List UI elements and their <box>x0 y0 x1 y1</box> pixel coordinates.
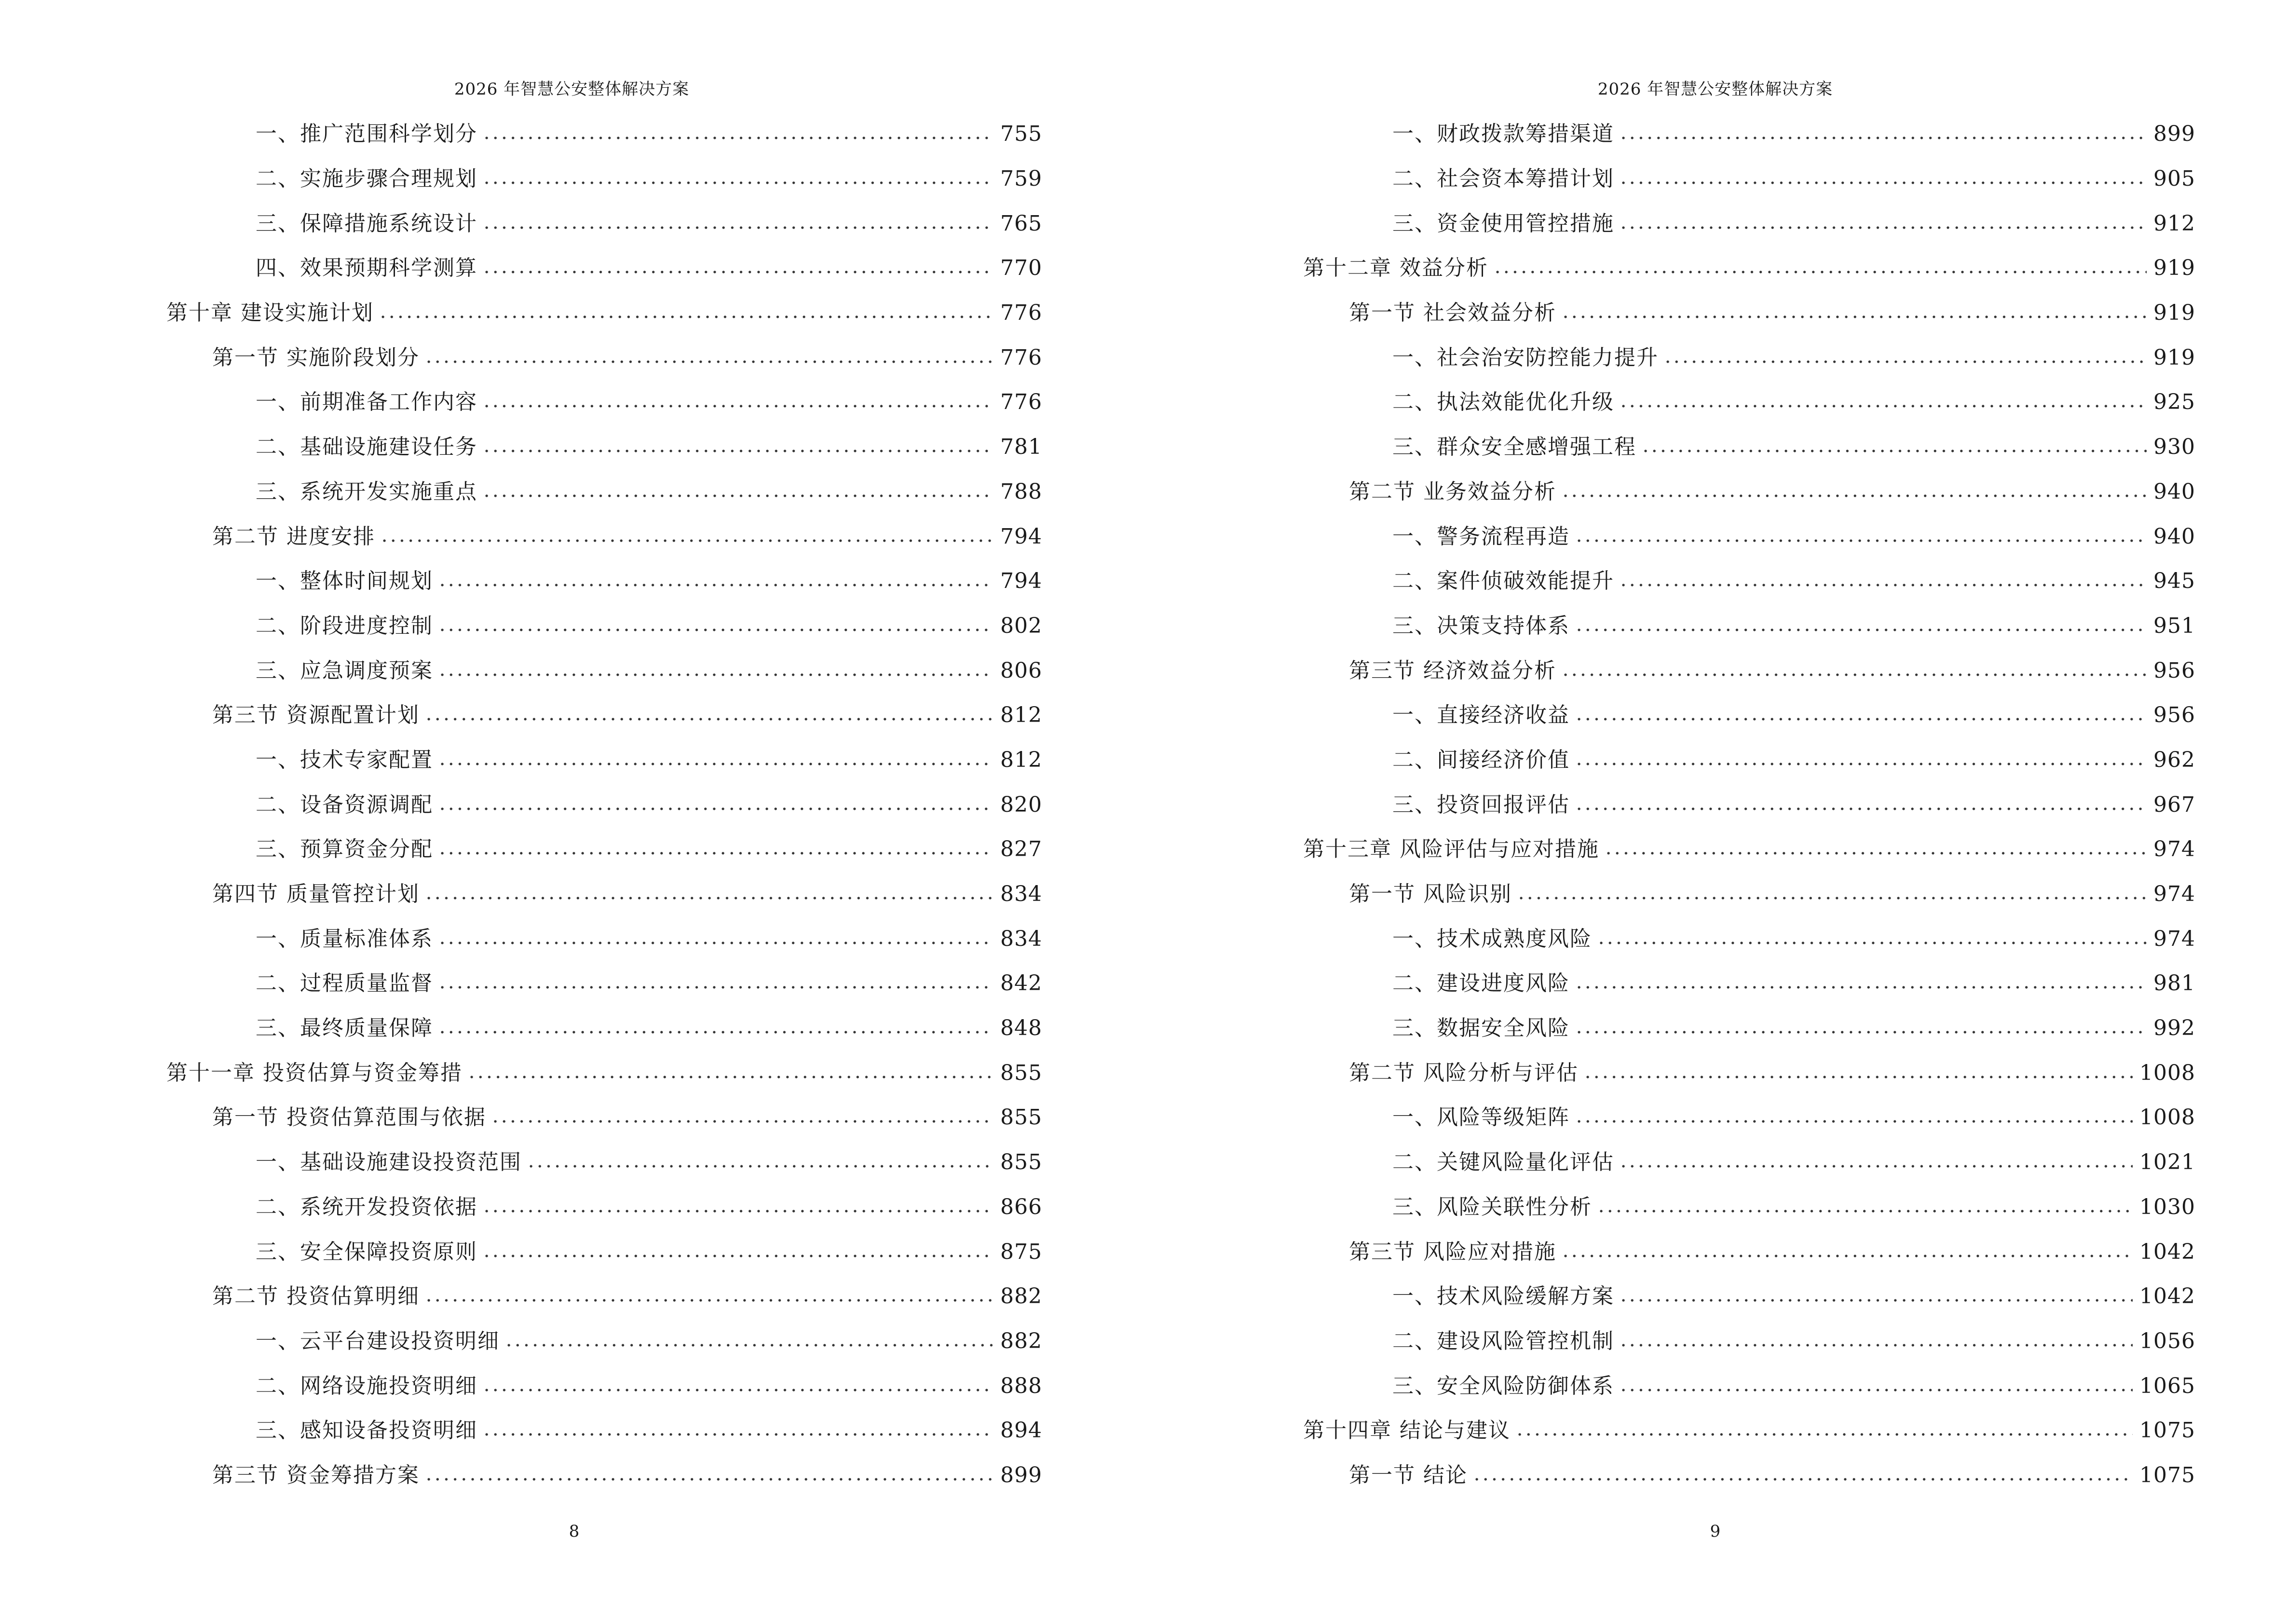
toc-entry-title: 一、质量标准体系 <box>256 926 433 951</box>
toc-entry[interactable] <box>1303 648 2195 693</box>
toc-entry[interactable] <box>1303 1364 2195 1408</box>
dot-leader <box>1575 806 2147 812</box>
toc-entry[interactable] <box>1303 380 2195 425</box>
dot-leader <box>482 269 994 275</box>
toc-entry[interactable] <box>166 961 1042 1006</box>
table-of-contents <box>166 112 1042 1498</box>
toc-entry-title: 一、技术专家配置 <box>256 747 433 772</box>
toc-entry[interactable] <box>166 1229 1042 1274</box>
dot-leader <box>1583 1074 2133 1080</box>
toc-entry-title: 三、预算资金分配 <box>256 837 433 862</box>
page-number: 9 <box>1710 1522 1721 1541</box>
toc-entry-title: 一、直接经济收益 <box>1392 703 1570 728</box>
toc-entry-title: 第二节 进度安排 <box>212 524 375 549</box>
dot-leader <box>1561 314 2147 320</box>
toc-entry-page: 1065 <box>2139 1373 2195 1398</box>
toc-entry-title: 一、风险等级矩阵 <box>1392 1105 1570 1130</box>
toc-entry[interactable] <box>1303 1229 2195 1274</box>
dot-leader <box>438 850 994 856</box>
toc-entry-title: 三、数据安全风险 <box>1392 1016 1570 1041</box>
toc-entry-title: 一、社会治安防控能力提升 <box>1392 345 1659 370</box>
toc-entry-page: 1056 <box>2139 1328 2195 1353</box>
toc-entry[interactable] <box>166 380 1042 425</box>
toc-entry-title: 第三节 资金筹措方案 <box>212 1462 420 1488</box>
dot-leader <box>482 1432 994 1437</box>
toc-entry-page: 802 <box>1000 613 1042 638</box>
toc-entry-title: 二、间接经济价值 <box>1392 747 1570 772</box>
toc-entry-page: 1008 <box>2139 1060 2195 1085</box>
dot-leader <box>1604 850 2147 856</box>
toc-entry[interactable] <box>1303 335 2195 380</box>
toc-entry-title: 三、感知设备投资明细 <box>256 1418 477 1443</box>
dot-leader <box>1575 761 2147 767</box>
toc-entry[interactable] <box>166 201 1042 246</box>
toc-entry-page: 812 <box>1000 747 1042 772</box>
toc-entry[interactable] <box>166 1095 1042 1140</box>
toc-entry-page: 974 <box>2153 882 2195 907</box>
toc-entry[interactable] <box>166 738 1042 783</box>
toc-entry-page: 945 <box>2153 569 2195 594</box>
table-of-contents <box>1303 112 2195 1498</box>
toc-entry-page: 834 <box>1000 882 1042 907</box>
dot-leader <box>438 940 994 946</box>
dot-leader <box>1472 1476 2133 1482</box>
dot-leader <box>1493 269 2147 275</box>
toc-entry-title: 三、资金使用管控措施 <box>1392 211 1614 236</box>
dot-leader <box>1619 582 2147 588</box>
toc-entry-title: 二、设备资源调配 <box>256 792 433 817</box>
dot-leader <box>482 493 994 499</box>
toc-entry-title: 第十一章 投资估算与资金筹措 <box>166 1060 463 1085</box>
toc-entry[interactable] <box>1303 1095 2195 1140</box>
toc-entry-title: 三、保障措施系统设计 <box>256 211 477 236</box>
toc-entry-page: 1030 <box>2139 1194 2195 1219</box>
toc-entry[interactable] <box>166 514 1042 559</box>
toc-entry[interactable] <box>166 916 1042 961</box>
dot-leader <box>1619 1297 2133 1303</box>
toc-entry[interactable] <box>1303 157 2195 202</box>
toc-entry-title: 二、执法效能优化升级 <box>1392 390 1614 415</box>
toc-entry-title: 二、关键风险量化评估 <box>1392 1150 1614 1175</box>
toc-entry[interactable] <box>1303 1453 2195 1498</box>
toc-entry[interactable] <box>166 1364 1042 1408</box>
toc-entry[interactable] <box>1303 559 2195 604</box>
toc-entry-page: 866 <box>1000 1194 1042 1219</box>
toc-entry-page: 992 <box>2153 1016 2195 1041</box>
toc-entry[interactable] <box>166 604 1042 649</box>
toc-entry-page: 1042 <box>2139 1239 2195 1264</box>
dot-leader <box>1575 627 2147 633</box>
toc-entry[interactable] <box>1303 1140 2195 1185</box>
toc-entry-page: 919 <box>2153 256 2195 281</box>
page-number: 8 <box>569 1522 580 1541</box>
toc-entry-title: 二、社会资本筹措计划 <box>1392 166 1614 191</box>
toc-entry-title: 第四节 质量管控计划 <box>212 882 420 907</box>
toc-entry[interactable] <box>1303 916 2195 961</box>
right-page <box>1144 0 2287 1624</box>
dot-leader <box>1619 225 2147 231</box>
toc-entry-page: 967 <box>2153 792 2195 817</box>
dot-leader <box>1575 1119 2133 1124</box>
toc-entry[interactable] <box>1303 1185 2195 1230</box>
toc-entry-page: 951 <box>2153 613 2195 638</box>
toc-entry-page: 1042 <box>2139 1284 2195 1309</box>
dot-leader <box>1619 403 2147 409</box>
toc-entry[interactable] <box>166 246 1042 291</box>
toc-entry[interactable] <box>1303 827 2195 872</box>
dot-leader <box>1561 493 2147 499</box>
toc-entry[interactable] <box>1303 425 2195 470</box>
dot-leader <box>482 1387 994 1393</box>
toc-entry[interactable] <box>166 648 1042 693</box>
toc-entry[interactable] <box>166 1185 1042 1230</box>
dot-leader <box>379 314 994 320</box>
dot-leader <box>1619 1387 2133 1393</box>
dot-leader <box>1515 1432 2133 1437</box>
toc-entry-page: 919 <box>2153 345 2195 370</box>
toc-entry-page: 794 <box>1000 524 1042 549</box>
dot-leader <box>482 1253 994 1259</box>
toc-entry-title: 一、整体时间规划 <box>256 569 433 594</box>
toc-entry[interactable] <box>166 1408 1042 1453</box>
toc-entry-page: 974 <box>2153 926 2195 951</box>
dot-leader <box>424 716 994 722</box>
toc-entry[interactable] <box>1303 738 2195 783</box>
toc-entry[interactable] <box>166 1453 1042 1498</box>
dot-leader <box>438 984 994 990</box>
toc-entry-title: 一、技术风险缓解方案 <box>1392 1284 1614 1309</box>
toc-entry[interactable] <box>166 1274 1042 1319</box>
toc-entry[interactable] <box>1303 291 2195 336</box>
dot-leader <box>1561 672 2147 678</box>
toc-entry-page: 806 <box>1000 658 1042 683</box>
toc-entry-page: 882 <box>1000 1284 1042 1309</box>
dot-leader <box>504 1342 994 1348</box>
toc-entry-title: 第二节 业务效益分析 <box>1349 479 1556 504</box>
toc-entry-title: 二、案件侦破效能提升 <box>1392 569 1614 594</box>
toc-entry-page: 855 <box>1000 1105 1042 1130</box>
toc-entry-title: 第十四章 结论与建议 <box>1303 1418 1511 1443</box>
toc-entry[interactable] <box>1303 514 2195 559</box>
dot-leader <box>438 806 994 812</box>
toc-entry[interactable] <box>166 1051 1042 1095</box>
dot-leader <box>438 761 994 767</box>
dot-leader <box>1575 1029 2147 1035</box>
dot-leader <box>491 1119 994 1124</box>
toc-entry-title: 第一节 实施阶段划分 <box>212 345 420 370</box>
toc-entry[interactable] <box>166 782 1042 827</box>
dot-leader <box>424 1476 994 1482</box>
toc-entry-title: 一、推广范围科学划分 <box>256 122 477 147</box>
dot-leader <box>1575 984 2147 990</box>
dot-leader <box>482 403 994 409</box>
dot-leader <box>424 359 994 365</box>
toc-entry[interactable] <box>166 425 1042 470</box>
toc-entry-page: 759 <box>1000 166 1042 191</box>
toc-entry-page: 834 <box>1000 926 1042 951</box>
dot-leader <box>482 180 994 186</box>
dot-leader <box>1619 135 2147 141</box>
dot-leader <box>1641 448 2147 454</box>
toc-entry[interactable] <box>1303 604 2195 649</box>
toc-entry-page: 820 <box>1000 792 1042 817</box>
toc-entry-title: 三、安全保障投资原则 <box>256 1239 477 1264</box>
dot-leader <box>482 448 994 454</box>
toc-entry-page: 788 <box>1000 479 1042 504</box>
dot-leader <box>1597 940 2147 946</box>
toc-entry-title: 二、实施步骤合理规划 <box>256 166 477 191</box>
dot-leader <box>482 135 994 141</box>
toc-entry-page: 962 <box>2153 747 2195 772</box>
toc-entry[interactable] <box>1303 1274 2195 1319</box>
toc-entry[interactable] <box>166 559 1042 604</box>
toc-entry-page: 912 <box>2153 211 2195 236</box>
toc-entry-page: 776 <box>1000 390 1042 415</box>
toc-entry-page: 855 <box>1000 1150 1042 1175</box>
toc-entry-title: 第三节 经济效益分析 <box>1349 658 1556 683</box>
dot-leader <box>482 1208 994 1214</box>
toc-entry-page: 974 <box>2153 837 2195 862</box>
running-header: 2026 年智慧公安整体解决方案 <box>454 80 690 99</box>
toc-entry[interactable] <box>166 1140 1042 1185</box>
toc-entry-title: 第十三章 风险评估与应对措施 <box>1303 837 1599 862</box>
toc-entry-page: 930 <box>2153 435 2195 460</box>
toc-entry-title: 第二节 风险分析与评估 <box>1349 1060 1579 1085</box>
toc-entry-title: 二、网络设施投资明细 <box>256 1373 477 1398</box>
toc-entry-page: 765 <box>1000 211 1042 236</box>
toc-entry-page: 981 <box>2153 971 2195 996</box>
toc-entry-page: 812 <box>1000 703 1042 728</box>
toc-entry-page: 919 <box>2153 300 2195 326</box>
dot-leader <box>527 1163 994 1169</box>
toc-entry-title: 二、系统开发投资依据 <box>256 1194 477 1219</box>
toc-entry-title: 一、基础设施建设投资范围 <box>256 1150 522 1175</box>
toc-entry[interactable] <box>166 112 1042 157</box>
dot-leader <box>380 538 994 544</box>
toc-entry-page: 888 <box>1000 1373 1042 1398</box>
toc-entry-page: 940 <box>2153 524 2195 549</box>
toc-entry-page: 848 <box>1000 1016 1042 1041</box>
toc-entry-title: 第一节 结论 <box>1349 1462 1468 1488</box>
dot-leader <box>424 1297 994 1303</box>
toc-entry[interactable] <box>1303 782 2195 827</box>
dot-leader <box>438 582 994 588</box>
toc-entry-title: 三、系统开发实施重点 <box>256 479 477 504</box>
toc-entry-page: 1021 <box>2139 1150 2195 1175</box>
toc-entry[interactable] <box>166 1006 1042 1051</box>
toc-entry-title: 一、警务流程再造 <box>1392 524 1570 549</box>
toc-entry-page: 1075 <box>2139 1418 2195 1443</box>
toc-entry-title: 三、投资回报评估 <box>1392 792 1570 817</box>
toc-entry[interactable] <box>1303 201 2195 246</box>
toc-entry[interactable] <box>1303 1006 2195 1051</box>
toc-entry-title: 二、建设风险管控机制 <box>1392 1328 1614 1353</box>
toc-entry-title: 二、阶段进度控制 <box>256 613 433 638</box>
toc-entry-page: 1075 <box>2139 1462 2195 1488</box>
toc-entry-title: 二、建设进度风险 <box>1392 971 1570 996</box>
toc-entry-title: 三、风险关联性分析 <box>1392 1194 1592 1219</box>
toc-entry-title: 三、安全风险防御体系 <box>1392 1373 1614 1398</box>
toc-entry[interactable] <box>1303 961 2195 1006</box>
toc-entry-page: 781 <box>1000 435 1042 460</box>
toc-entry-page: 827 <box>1000 837 1042 862</box>
toc-entry-page: 842 <box>1000 971 1042 996</box>
toc-entry-title: 三、应急调度预案 <box>256 658 433 683</box>
toc-entry[interactable] <box>166 470 1042 515</box>
toc-entry-title: 第一节 投资估算范围与依据 <box>212 1105 486 1130</box>
toc-entry-page: 882 <box>1000 1328 1042 1353</box>
toc-entry[interactable] <box>166 157 1042 202</box>
toc-entry[interactable] <box>1303 1319 2195 1364</box>
toc-entry-title: 第一节 风险识别 <box>1349 882 1512 907</box>
dot-leader <box>1619 1163 2133 1169</box>
dot-leader <box>1619 1342 2133 1348</box>
toc-entry[interactable] <box>1303 693 2195 738</box>
toc-entry-page: 776 <box>1000 300 1042 326</box>
toc-entry-page: 894 <box>1000 1418 1042 1443</box>
toc-entry-page: 770 <box>1000 256 1042 281</box>
toc-entry-title: 二、过程质量监督 <box>256 971 433 996</box>
dot-leader <box>438 627 994 633</box>
toc-entry-title: 第三节 资源配置计划 <box>212 703 420 728</box>
toc-entry-title: 二、基础设施建设任务 <box>256 435 477 460</box>
toc-entry[interactable] <box>166 291 1042 336</box>
toc-entry-title: 第十章 建设实施计划 <box>166 300 374 326</box>
toc-entry-page: 776 <box>1000 345 1042 370</box>
dot-leader <box>1597 1208 2133 1214</box>
toc-entry[interactable] <box>1303 1408 2195 1453</box>
dot-leader <box>1561 1253 2133 1259</box>
toc-entry[interactable] <box>166 693 1042 738</box>
toc-entry-title: 第三节 风险应对措施 <box>1349 1239 1556 1264</box>
toc-entry-page: 905 <box>2153 166 2195 191</box>
toc-entry-page: 794 <box>1000 569 1042 594</box>
dot-leader <box>482 225 994 231</box>
dot-leader <box>1575 716 2147 722</box>
toc-entry-title: 一、财政拨款筹措渠道 <box>1392 122 1614 147</box>
dot-leader <box>1619 180 2147 186</box>
toc-entry-title: 四、效果预期科学测算 <box>256 256 477 281</box>
dot-leader <box>438 672 994 678</box>
toc-entry-title: 一、技术成熟度风险 <box>1392 926 1592 951</box>
toc-entry-page: 956 <box>2153 658 2195 683</box>
toc-entry-page: 1008 <box>2139 1105 2195 1130</box>
toc-entry[interactable] <box>166 1319 1042 1364</box>
toc-entry-page: 899 <box>1000 1462 1042 1488</box>
toc-entry-page: 899 <box>2153 122 2195 147</box>
dot-leader <box>424 895 994 901</box>
dot-leader <box>1575 538 2147 544</box>
toc-entry-page: 925 <box>2153 390 2195 415</box>
toc-entry[interactable] <box>1303 470 2195 515</box>
toc-entry-page: 875 <box>1000 1239 1042 1264</box>
toc-entry-title: 一、云平台建设投资明细 <box>256 1328 500 1353</box>
toc-entry[interactable] <box>1303 872 2195 917</box>
toc-entry-page: 940 <box>2153 479 2195 504</box>
toc-entry[interactable] <box>1303 1051 2195 1095</box>
dot-leader <box>438 1029 994 1035</box>
running-header: 2026 年智慧公安整体解决方案 <box>1597 80 1833 99</box>
toc-entry-page: 956 <box>2153 703 2195 728</box>
toc-entry-title: 一、前期准备工作内容 <box>256 390 477 415</box>
toc-entry-title: 三、群众安全感增强工程 <box>1392 435 1636 460</box>
toc-entry[interactable] <box>1303 246 2195 291</box>
toc-entry-page: 755 <box>1000 122 1042 147</box>
toc-entry-title: 第二节 投资估算明细 <box>212 1284 420 1309</box>
dot-leader <box>1517 895 2147 901</box>
dot-leader <box>1663 359 2147 365</box>
toc-entry[interactable] <box>166 335 1042 380</box>
toc-entry[interactable] <box>1303 112 2195 157</box>
toc-entry-title: 第一节 社会效益分析 <box>1349 300 1556 326</box>
dot-leader <box>467 1074 994 1080</box>
toc-entry-page: 855 <box>1000 1060 1042 1085</box>
toc-entry-title: 第十二章 效益分析 <box>1303 256 1488 281</box>
toc-entry-title: 三、最终质量保障 <box>256 1016 433 1041</box>
toc-entry[interactable] <box>166 872 1042 917</box>
toc-entry[interactable] <box>166 827 1042 872</box>
toc-entry-title: 三、决策支持体系 <box>1392 613 1570 638</box>
